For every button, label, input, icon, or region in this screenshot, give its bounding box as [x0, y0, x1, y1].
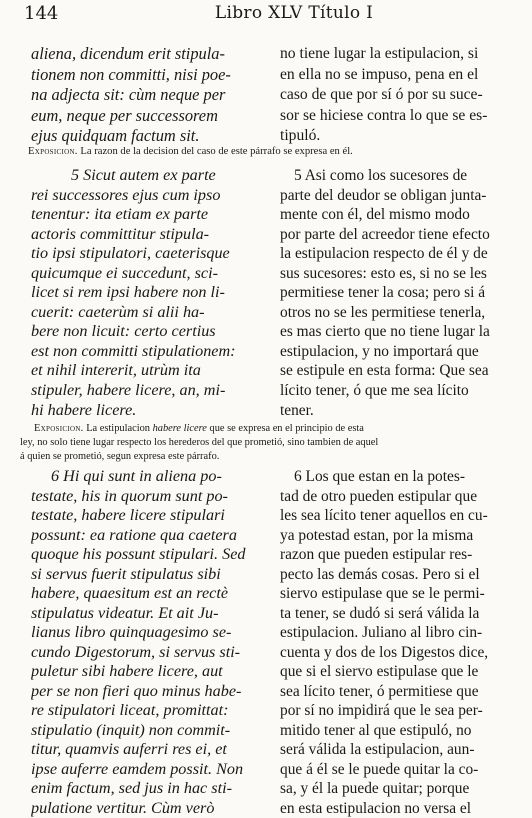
spanish-line: parte del deudor se obligan junta- — [280, 186, 498, 206]
latin-line: stipuler, habere licere, an, mi- — [31, 381, 264, 401]
spanish-line: les sea lícito tener aquellos en cu- — [280, 506, 498, 526]
spanish-column-block2 — [280, 166, 498, 420]
exposition-note-2 — [20, 422, 508, 465]
spanish-line: por sí no impidirá que le sea per- — [280, 701, 498, 721]
spanish-line: tipuló. — [280, 126, 498, 147]
spanish-line: sus sucesores: esto es, si no se les — [280, 264, 498, 284]
latin-line: pulatione vertitur. Cùm verò — [31, 799, 264, 818]
page-header — [24, 3, 512, 25]
latin-line: tenentur: ita etiam ex parte — [31, 205, 264, 225]
spanish-line: la estipulacion respecto de él y de — [280, 244, 498, 264]
exposition-text: que se expresa en el principio de esta — [207, 423, 364, 434]
latin-line: re stipulatori liceat, promittat: — [31, 701, 264, 721]
exposition-note-1 — [20, 145, 508, 159]
latin-column-block2 — [31, 166, 264, 420]
latin-line: habere, quaesitum est an rectè — [31, 584, 264, 604]
latin-line: est non committi stipulationem: — [31, 342, 264, 362]
spanish-line: lícito tener, ó que me sea lícito — [280, 381, 498, 401]
spanish-line: sa, y él la puede quitar; porque — [280, 779, 498, 799]
latin-line: ejus quidquam factum sit. — [31, 126, 264, 147]
latin-line: stipulatio (inquit) non commit- — [31, 721, 264, 741]
latin-line: 6 Hi qui sunt in aliena po- — [31, 467, 264, 487]
latin-line: ipse auferre eamdem possit. Non — [31, 760, 264, 780]
latin-line: per se non fieri quo minus habe- — [31, 682, 264, 702]
latin-line: stipulatus videatur. Et ait Ju- — [31, 604, 264, 624]
latin-line: aliena, dicendum erit stipula- — [31, 44, 264, 65]
spanish-line: por parte del acreedor tiene efecto — [280, 225, 498, 245]
latin-line: et nihil intererit, utrùm ita — [31, 361, 264, 381]
exposition-text: La estipulacion — [86, 423, 152, 434]
spanish-line: en esta estipulacion no versa el — [280, 799, 498, 818]
spanish-line: tad de otro pueden estipular que — [280, 487, 498, 507]
spanish-line: será válida la estipulacion, aun- — [280, 740, 498, 760]
exposition-label: Exposicion. — [34, 423, 84, 434]
latin-line: titur, quamvis auferri res ei, et — [31, 740, 264, 760]
spanish-column-block1 — [280, 44, 498, 147]
spanish-line: estipulacion, y no importará que — [280, 342, 498, 362]
latin-line: hi habere licere. — [31, 401, 264, 421]
latin-line: quicumque ei succedunt, sci- — [31, 264, 264, 284]
spanish-line: caso de que por sí ó por su suce- — [280, 85, 498, 106]
spanish-column-block3 — [280, 467, 498, 818]
latin-line: actoris committitur stipula- — [31, 225, 264, 245]
spanish-line: cuenta y dos de los Digestos dice, — [280, 643, 498, 663]
latin-line: testate, his in quorum sunt po- — [31, 487, 264, 507]
spanish-line: sor se hiciese contra lo que se es- — [280, 106, 498, 127]
exposition-text: á quien se prometió, segun expresa este párrafo. — [20, 450, 508, 464]
spanish-line: es mas cierto que no tiene lugar la — [280, 322, 498, 342]
latin-column-block3 — [31, 467, 264, 818]
latin-line: si servus fuerit stipulatus sibi — [31, 565, 264, 585]
latin-line: enim factum, sed jus in hac sti- — [31, 779, 264, 799]
exposition-text: La razon de la decision del caso de este párrafo se expresa en él. — [80, 146, 352, 157]
latin-line: na adjecta sit: cùm neque per — [31, 85, 264, 106]
latin-column-block1 — [31, 44, 264, 147]
latin-line: tio ipsi stipulatori, caeterisque — [31, 244, 264, 264]
spanish-line: otros no se les permitiese tenerla, — [280, 303, 498, 323]
latin-line: lianus libro quinquagesimo se- — [31, 623, 264, 643]
spanish-line: tener. — [280, 401, 498, 421]
latin-line: testate, habere licere stipulari — [31, 506, 264, 526]
latin-line: eum, neque per successorem — [31, 106, 264, 127]
spanish-line: sea lícito tener, ó permitiese que — [280, 682, 498, 702]
latin-line: rei successores ejus cum ipso — [31, 186, 264, 206]
latin-line: cuerit: caeterùm si alii ha- — [31, 303, 264, 323]
latin-line: bere non licuit: certo certius — [31, 322, 264, 342]
spanish-line: pecto las demás cosas. Pero si el — [280, 565, 498, 585]
spanish-line: 6 Los que estan en la potes- — [280, 467, 498, 487]
spanish-line: no tiene lugar la estipulacion, si — [280, 44, 498, 65]
spanish-line: siervo estipulase que se le permi- — [280, 584, 498, 604]
page-number: 144 — [24, 3, 58, 24]
spanish-line: que á él se le puede quitar la co- — [280, 760, 498, 780]
spanish-line: mitido tener al que estipuló, no — [280, 721, 498, 741]
exposition-emphasis: habere licere — [153, 423, 207, 434]
spanish-line: 5 Asi como los sucesores de — [280, 166, 498, 186]
spanish-line: estipulacion. Juliano al libro cin- — [280, 623, 498, 643]
spanish-line: mente con él, del mismo modo — [280, 205, 498, 225]
latin-line: cundo Digestorum, si servus sti- — [31, 643, 264, 663]
exposition-text: ley, no solo tiene lugar respecto los herederos del que prometió, sino tambien de aquel — [20, 436, 508, 450]
spanish-line: ya potestad estan, por la misma — [280, 526, 498, 546]
spanish-line: razon que pueden estipular res- — [280, 545, 498, 565]
latin-line: licet si rem ipsi habere non li- — [31, 283, 264, 303]
latin-line: puletur sibi habere licere, aut — [31, 662, 264, 682]
latin-line: possunt: ea ratione qua caetera — [31, 526, 264, 546]
exposition-label: Exposicion. — [28, 146, 78, 157]
latin-line: 5 Sicut autem ex parte — [31, 166, 264, 186]
latin-line: tionem non committi, nisi poe- — [31, 65, 264, 86]
spanish-line: se estipule en esta forma: Que sea — [280, 361, 498, 381]
spanish-line: permitiese tener la cosa; pero si á — [280, 283, 498, 303]
spanish-line: que si el siervo estipulase que le — [280, 662, 498, 682]
spanish-line: ta tener, se dudó si será válida la — [280, 604, 498, 624]
running-title: Libro XLV Título I — [164, 3, 424, 23]
spanish-line: en ella no se impuso, pena en el — [280, 65, 498, 86]
latin-line: quoque his possunt stipulari. Sed — [31, 545, 264, 565]
